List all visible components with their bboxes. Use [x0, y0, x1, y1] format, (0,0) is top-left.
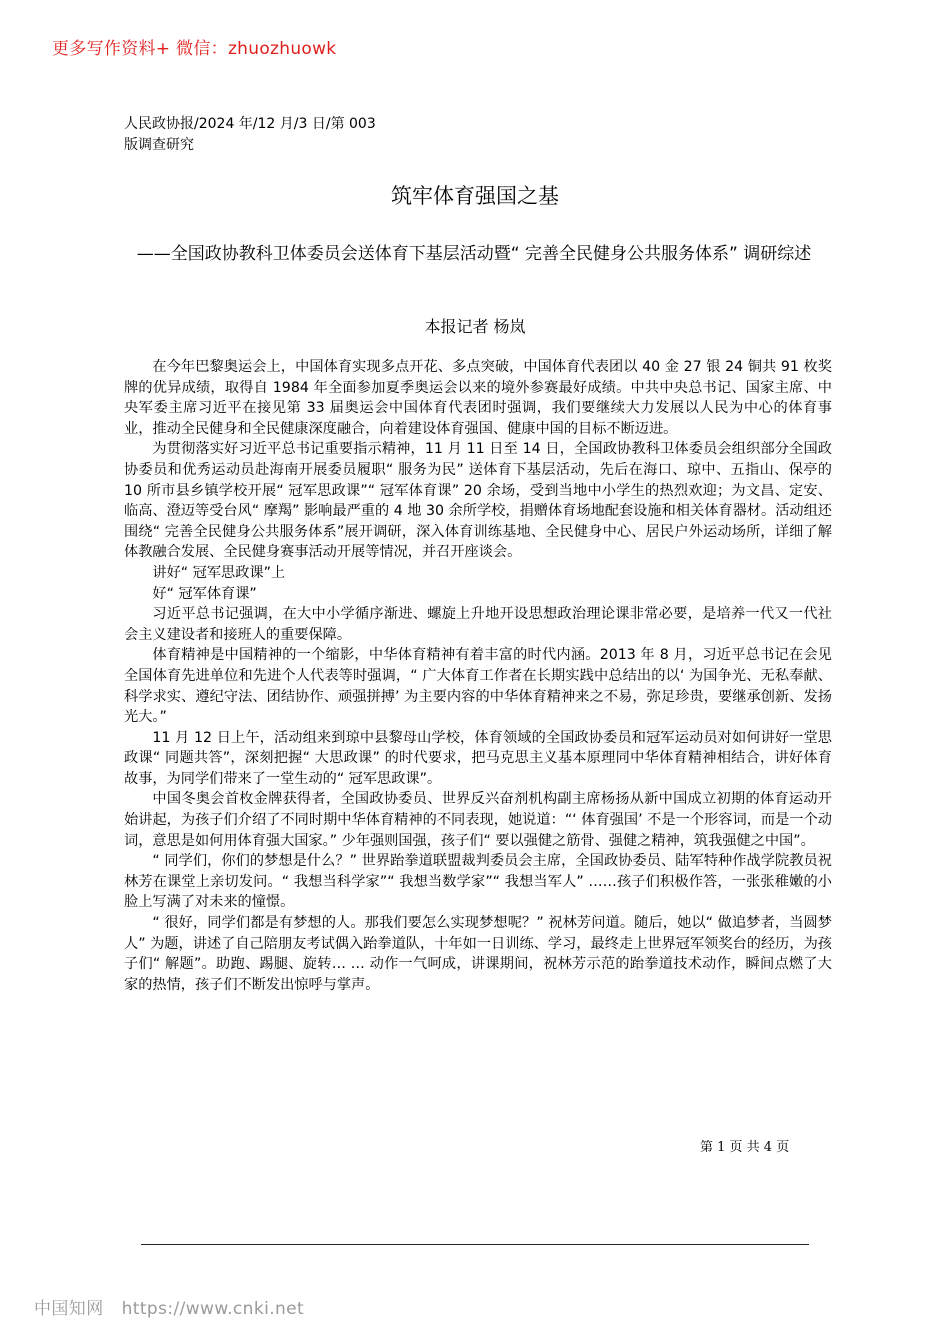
footer-url: https://www.cnki.net — [121, 1299, 305, 1319]
byline: 本报记者 杨岚 — [424, 317, 526, 336]
source-line-1: 人民政协报/2024 年/12 月/3 日/第 003 — [124, 116, 376, 132]
footer-logo: 中国知网 — [34, 1299, 104, 1319]
section-heading-line-2: 好“ 冠军体育课” — [152, 585, 257, 602]
footer-watermark — [34, 1294, 304, 1319]
section-heading-line-1: 讲好“ 冠军思政课”上 — [152, 564, 286, 581]
paragraph: “ 同学们，你们的梦想是什么？” 世界跆拳道联盟裁判委员会主席，全国政协委员、陆军特种作战学院教员祝林芳在课堂上亲切发问。“ 我想当科学家”“ 我想当数学家”“ 我想当军人” ……孩子们积极作答，一张张稚嫩的小脸上写满了对未来的憧憬。 — [124, 853, 832, 911]
paragraph: 中国冬奥会首枚金牌获得者，全国政协委员、世界反兴奋剂机构副主席杨扬从新中国成立初期的体育运动开始讲起，为孩子们介绍了不同时期中华体育精神的不同表现，她说道：“‘ 体育强国’ 不是一个形容词，而是一个动词，意思是如何用体育强大国家。” 少年强则国强，孩子们“ 要以强健之筋骨、强健之精神，筑我强健之中国”。 — [124, 791, 832, 849]
paragraph: 为贯彻落实好习近平总书记重要指示精神，11 月 11 日至 14 日，全国政协教科卫体委员会组织部分全国政协委员和优秀运动员赴海南开展委员履职“ 服务为民” 送体育下基层活动，先后在海口、琼中、五指山、保亭的 10 所市县乡镇学校开展“ 冠军思政课”“ 冠军体育课” 20 余场，受到当地中小学生的热烈欢迎；为文昌、定安、临高、澄迈等受台风“ 摩羯” 影响最严重的 4 地 30 余所学校，捐赠体育场地配套设施和相关体育器材。活动组还围绕“ 完善全民健身公共服务体系”展开调研，深入体育训练基地、全民健身中心、居民户外运动场所，详细了解体教融合发展、全民健身赛事活动开展等情况，并召开座谈会。 — [124, 441, 832, 561]
article-title: 筑牢体育强国之基 — [391, 184, 559, 208]
footer-divider — [141, 1244, 809, 1245]
source-line — [124, 114, 424, 156]
paragraph: “ 很好，同学们都是有梦想的人。那我们要怎么实现梦想呢？” 祝林芳问道。随后，她以“ 做追梦者，当圆梦人” 为题，讲述了自己陪朋友考试偶入跆拳道队，十年如一日训练、学习，最终走上世界冠军领奖台的经历，为孩子们“ 解题”。助跑、踢腿、旋转… … 动作一气呵成，讲课期间，祝林芳示范的跆拳道技术动作，瞬间点燃了大家的热情，孩子们不断发出惊呼与掌声。 — [124, 915, 832, 993]
watermark-text: 更多写作资料+ 微信：zhuozhuowk — [52, 39, 337, 59]
page-number: 第 1 页 共 4 页 — [700, 1140, 790, 1155]
paragraph: 11 月 12 日上午，活动组来到琼中县黎母山学校，体育领域的全国政协委员和冠军运动员对如何讲好一堂思政课“ 同题共答”，深刻把握“ 大思政课” 的时代要求，把马克思主义基本原理同中华体育精神相结合，讲好体育故事，为同学们带来了一堂生动的“ 冠军思政课”。 — [124, 729, 832, 787]
source-line-2: 版调查研究 — [124, 137, 194, 153]
paragraph: 习近平总书记强调，在大中小学循序渐进、螺旋上升地开设思想政治理论课非常必要，是培养一代又一代社会主义建设者和接班人的重要保障。 — [124, 606, 832, 643]
paragraph: 体育精神是中国精神的一个缩影，中华体育精神有着丰富的时代内涵。2013 年 8 月，习近平总书记在会见全国体育先进单位和先进个人代表等时强调，“ 广大体育工作者在长期实践中总结出的以‘ 为国争光、无私奉献、科学求实、遵纪守法、团结协作、顽强拼搏’ 为主要内容的中华体育精神来之不易，弥足珍贵，要继承创新、发扬光大。” — [124, 647, 832, 726]
paragraph: 在今年巴黎奥运会上，中国体育实现多点开花、多点突破，中国体育代表团以 40 金 27 银 24 铜共 91 枚奖牌的优异成绩，取得自 1984 年全面参加夏季奥运会以来的境外参赛最好成绩。中共中央总书记、国家主席、中央军委主席习近平在接见第 33 届奥运会中国体育代表团时强调，我们要继续大力发展以人民为中心的体育事业，推动全民健身和全民健康深度融合，向着建设体育强国、健康中国的目标不断迈进。 — [124, 359, 832, 437]
article-subtitle: ——全国政协教科卫体委员会送体育下基层活动暨“ 完善全民健身公共服务体系” 调研综述 — [136, 244, 812, 264]
article-body — [124, 357, 832, 995]
